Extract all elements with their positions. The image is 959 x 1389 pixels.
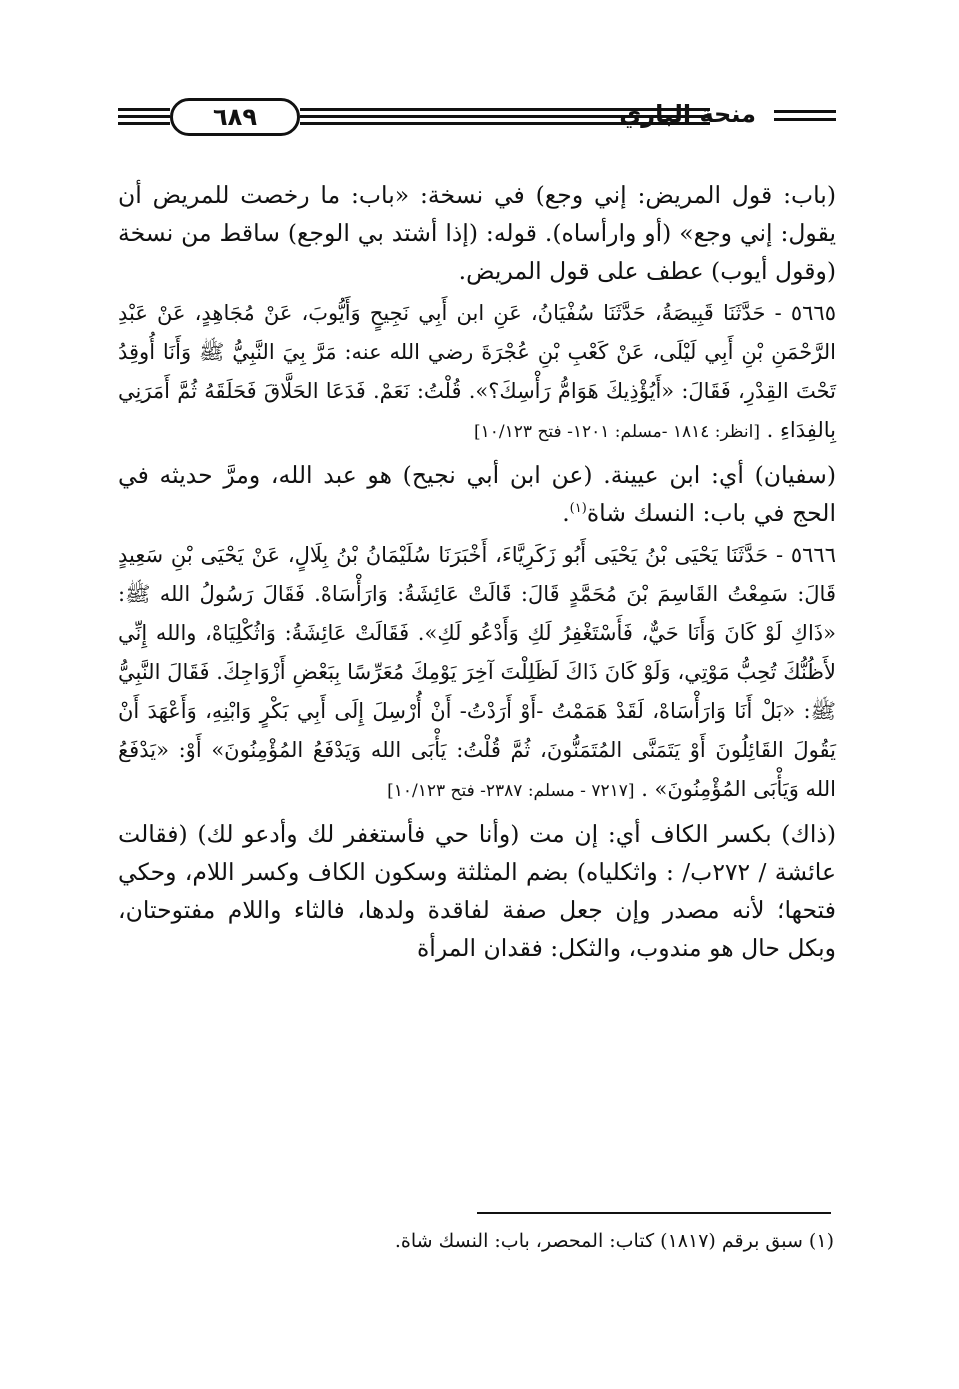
footnote-text: (١) سبق برقم (١٨١٧) كتاب: المحصر، باب: النسك شاة. — [394, 1230, 834, 1252]
footnote-separator — [477, 1212, 831, 1214]
page-number: ٦٨٩ — [170, 98, 300, 136]
page-body — [118, 176, 836, 967]
header-rule-left — [118, 122, 170, 125]
commentary-text-end: . — [562, 499, 570, 527]
header-rule-left — [118, 115, 170, 118]
commentary-paragraph — [118, 815, 836, 967]
commentary-text: (باب: قول المريض: إني وجع) في نسخة: «باب: ما رخصت للمريض أن يقول: إني وجع» (أو وارأساه). قوله: (إذا أشتد بي الوجع) ساقط من نسخة (وقول أيوب) عطف على قول المريض. — [118, 181, 836, 285]
header-rule-right — [774, 118, 836, 121]
footnote — [124, 1226, 834, 1256]
footnote-marker: (١) — [569, 501, 587, 517]
hadith-reference: [٧٢١٧ - مسلم: ٢٣٨٧- فتح ١٠/١٢٣] — [387, 781, 635, 801]
commentary-text: (ذاك) بكسر الكاف أي: إن مت (وأنا حي فأستغفر لك وأدعو لك) (فقالت عائشة / ٢٧٢ب/ : واثكلياه) بضم المثلثة وسكون الكاف وكسر اللام، وحكي فتحها؛ لأنه مصدر وإن جعل صفة لفاقدة ولدها، فالثاء واللام مفتوحتان، وبكل حال هو مندوب، والثكل: فقدان المرأة — [118, 820, 836, 962]
hadith-paragraph — [118, 294, 836, 452]
hadith-text: ٥٦٦٦ - حَدَّثَنَا يَحْيَى بْنُ يَحْيَى أَبُو زَكَرِيَّاءَ، أَخْبَرَنَا سُلَيْمَانُ بْنُ بِلَالٍ، عَنْ يَحْيَى بْنِ سَعِيدٍ قَالَ: سَمِعْتُ القَاسِمَ بْنَ مُحَمَّدٍ قَالَ: قَالَتْ عَائِشَةُ: وَارَأْسَاهْ. فَقَالَ رَسُولُ الله ﷺ: «ذَاكِ لَوْ كَانَ وَأَنَا حَيٌّ، فَأَسْتَغْفِرُ لَكِ وَأَدْعُو لَكِ». فَقَالَتْ عَائِشَةُ: وَاثُكْلِيَاهْ، والله إِنِّي لأَظُنُّكَ تُحِبُّ مَوْتِي، وَلَوْ كَانَ ذَاكَ لَظَلِلْتَ آخِرَ يَوْمِكَ مُعَرِّسًا بِبَعْضِ أَزْوَاجِكَ. فَقَالَ النَّبِيُّ ﷺ: «بَلْ أَنَا وَارَأْسَاهْ، لَقَدْ هَمَمْتُ -أَوْ أَرَدْتُ- أَنْ أُرْسِلَ إِلَى أَبِي بَكْرٍ وَابْنِهِ، وَأَعْهَدَ أَنْ يَقُولَ القَائِلُونَ أَوْ يَتَمَنَّى المُتَمَنُّونَ، ثُمَّ قُلْتُ: يَأْبَى الله وَيَدْفَعُ المُؤْمِنُونَ» أَوْ: «يَدْفَعُ الله وَيَأْبَى المُؤْمِنُونَ» . — [118, 543, 836, 801]
hadith-text: ٥٦٦٥ - حَدَّثَنَا قَبِيصَةُ، حَدَّثَنَا سُفْيَانُ، عَنِ ابن أَبِي نَجِيحٍ وَأَيُّوبَ، عَنْ مُجَاهِدٍ، عَنْ عَبْدِ الرَّحْمَنِ بْنِ أَبِي لَيْلَى، عَنْ كَعْبِ بْنِ عُجْرَةَ رضي الله عنه: مَرَّ بِيَ النَّبِيُّ ﷺ وَأَنَا أُوقِدُ تَحْتَ القِدْرِ، فَقَالَ: «أَيُؤْذِيكَ هَوَامُّ رَأْسِكَ؟». قُلْتُ: نَعَمْ. فَدَعَا الحَلَّاقَ فَحَلَقَهُ ثُمَّ أَمَرَنِي بِالفِدَاءِ . — [118, 301, 836, 442]
commentary-text: (سفيان) أي: ابن عيينة. (عن ابن أبي نجيح) هو عبد الله، ومرَّ حديثه في الحج في باب: النسك شاة — [118, 461, 836, 527]
page-header — [118, 96, 836, 140]
header-rule-right — [774, 110, 836, 113]
header-rule-left — [118, 108, 170, 111]
commentary-paragraph — [118, 176, 836, 290]
commentary-paragraph — [118, 456, 836, 532]
hadith-paragraph — [118, 536, 836, 811]
book-title: منحة الباري — [619, 100, 756, 128]
hadith-reference: [انظر: ١٨١٤ -مسلم: ١٢٠١- فتح ١٠/١٢٣] — [474, 422, 760, 442]
